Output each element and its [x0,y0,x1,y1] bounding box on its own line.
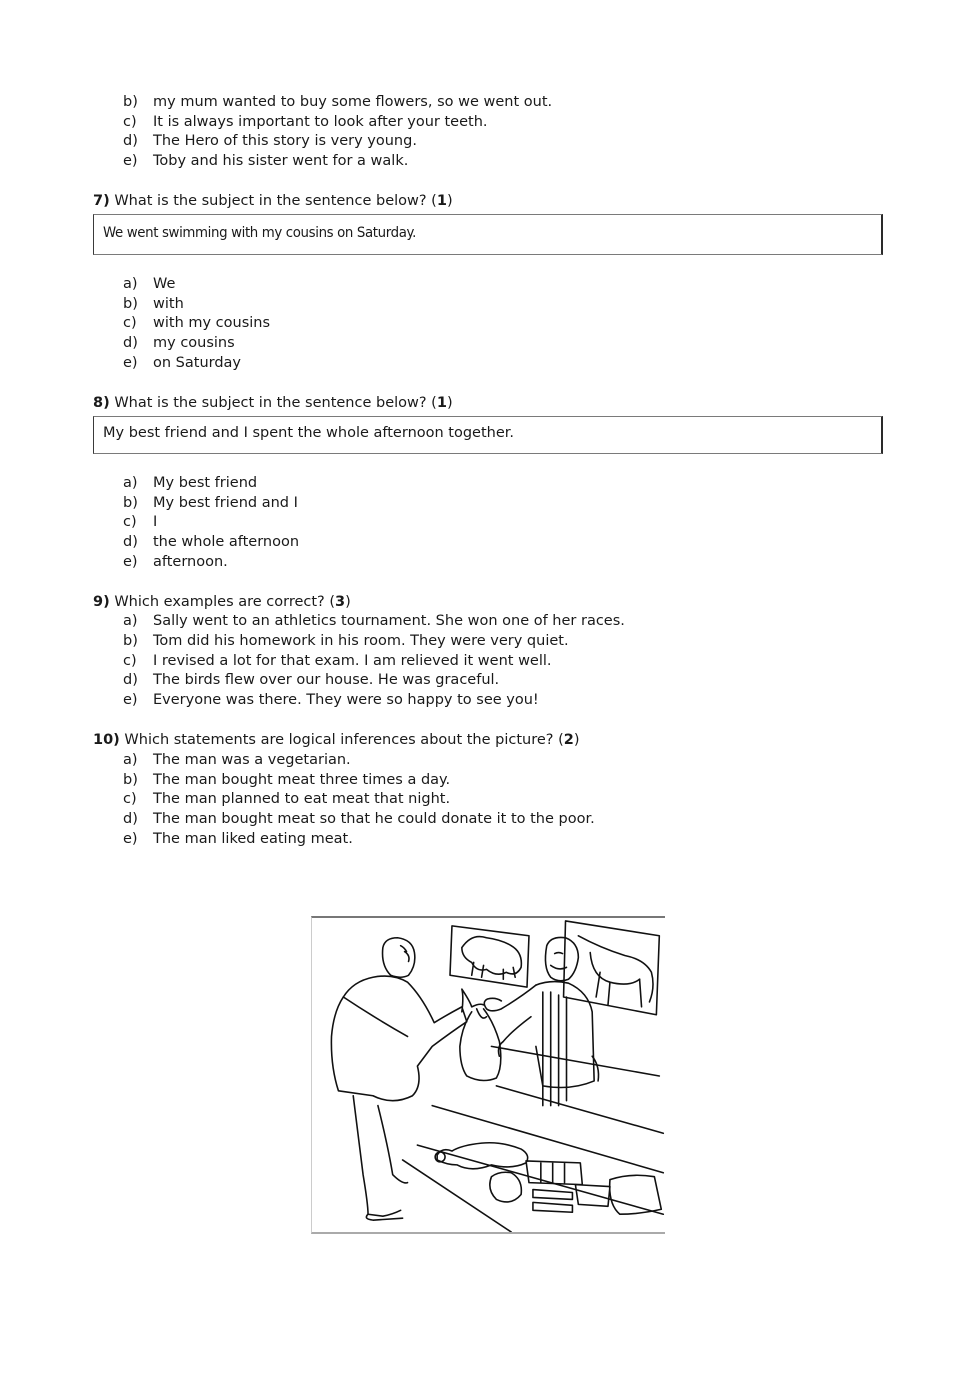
option-text: my cousins [153,335,235,351]
option-letter: a) [123,475,138,491]
option-letter: a) [123,276,138,292]
option-letter: b) [123,633,138,649]
option-letter: b) [123,296,138,312]
question-number: 8) [93,395,110,411]
option-text: The man bought meat three times a day. [153,772,451,788]
option-text: with [153,296,184,312]
sentence-text: My best friend and I spent the whole afternoon together. [103,425,515,441]
question-7-heading [93,191,453,211]
option-letter: a) [123,613,138,629]
option-letter: d) [123,335,138,351]
option-letter: b) [123,495,138,511]
option-text: afternoon. [153,554,228,570]
option-letter: b) [123,772,138,788]
option-text: The man was a vegetarian. [153,752,351,768]
question-number: 10) [93,732,120,748]
option-text: The man bought meat so that he could donate it to the poor. [153,811,595,827]
option-text: The Hero of this story is very young. [153,133,417,149]
question-10-heading [93,730,580,750]
question-close-paren: ) [446,395,453,411]
option-text: the whole afternoon [153,534,300,550]
question-8-sentence-box [93,416,883,454]
option-text: I [153,514,158,530]
question-marks: 3 [335,594,346,610]
question-number: 7) [93,193,110,209]
question-prompt: Which examples are correct? ( [114,594,336,610]
option-text: on Saturday [153,355,242,371]
option-text: Tom did his homework in his room. They were very quiet. [153,633,569,649]
option-letter: e) [123,153,138,169]
option-letter: d) [123,534,138,550]
question-prompt: What is the subject in the sentence below? ( [114,193,437,209]
sentence-text: We went swimming with my cousins on Saturday. [103,225,417,241]
option-text: I revised a lot for that exam. I am relieved it went well. [153,653,552,669]
option-text: My best friend and I [153,495,298,511]
butcher-figure [484,937,598,1105]
question-7-sentence-box [93,214,883,255]
option-letter: c) [123,514,137,530]
question-number: 9) [93,594,110,610]
question-marks: 1 [436,395,447,411]
option-text: We [153,276,176,292]
question-close-paren: ) [345,594,351,610]
option-letter: c) [123,791,137,807]
option-letter: d) [123,811,138,827]
option-text: The man liked eating meat. [153,831,353,847]
question-marks: 1 [436,193,447,209]
question-close-paren: ) [573,732,580,748]
option-letter: c) [123,315,137,331]
option-letter: e) [123,355,138,371]
question-close-paren: ) [446,193,453,209]
option-letter: a) [123,752,138,768]
option-text: The birds flew over our house. He was graceful. [153,672,500,688]
option-letter: d) [123,133,138,149]
option-letter: d) [123,672,138,688]
option-letter: c) [123,653,137,669]
butcher-shop-illustration [312,918,665,1232]
question-9-heading [93,592,351,612]
option-text: with my cousins [153,315,271,331]
option-text: my mum wanted to buy some flowers, so we went out. [153,94,553,110]
question-marks: 2 [563,732,574,748]
option-text: The man planned to eat meat that night. [153,791,451,807]
option-letter: c) [123,114,137,130]
option-text: Everyone was there. They were so happy to see you! [153,692,539,708]
option-letter: e) [123,692,138,708]
sheep-poster [450,926,529,987]
customer-figure [331,938,483,1220]
butcher-shop-picture [311,916,665,1234]
option-text: My best friend [153,475,258,491]
option-letter: e) [123,831,138,847]
option-letter: b) [123,94,138,110]
option-letter: e) [123,554,138,570]
option-text: Toby and his sister went for a walk. [153,153,409,169]
cow-poster [564,921,660,1015]
question-8-heading [93,393,453,413]
option-text: It is always important to look after your teeth. [153,114,488,130]
question-prompt: Which statements are logical inferences about the picture? ( [124,732,564,748]
option-text: Sally went to an athletics tournament. She won one of her races. [153,613,625,629]
question-prompt: What is the subject in the sentence below? ( [114,395,437,411]
